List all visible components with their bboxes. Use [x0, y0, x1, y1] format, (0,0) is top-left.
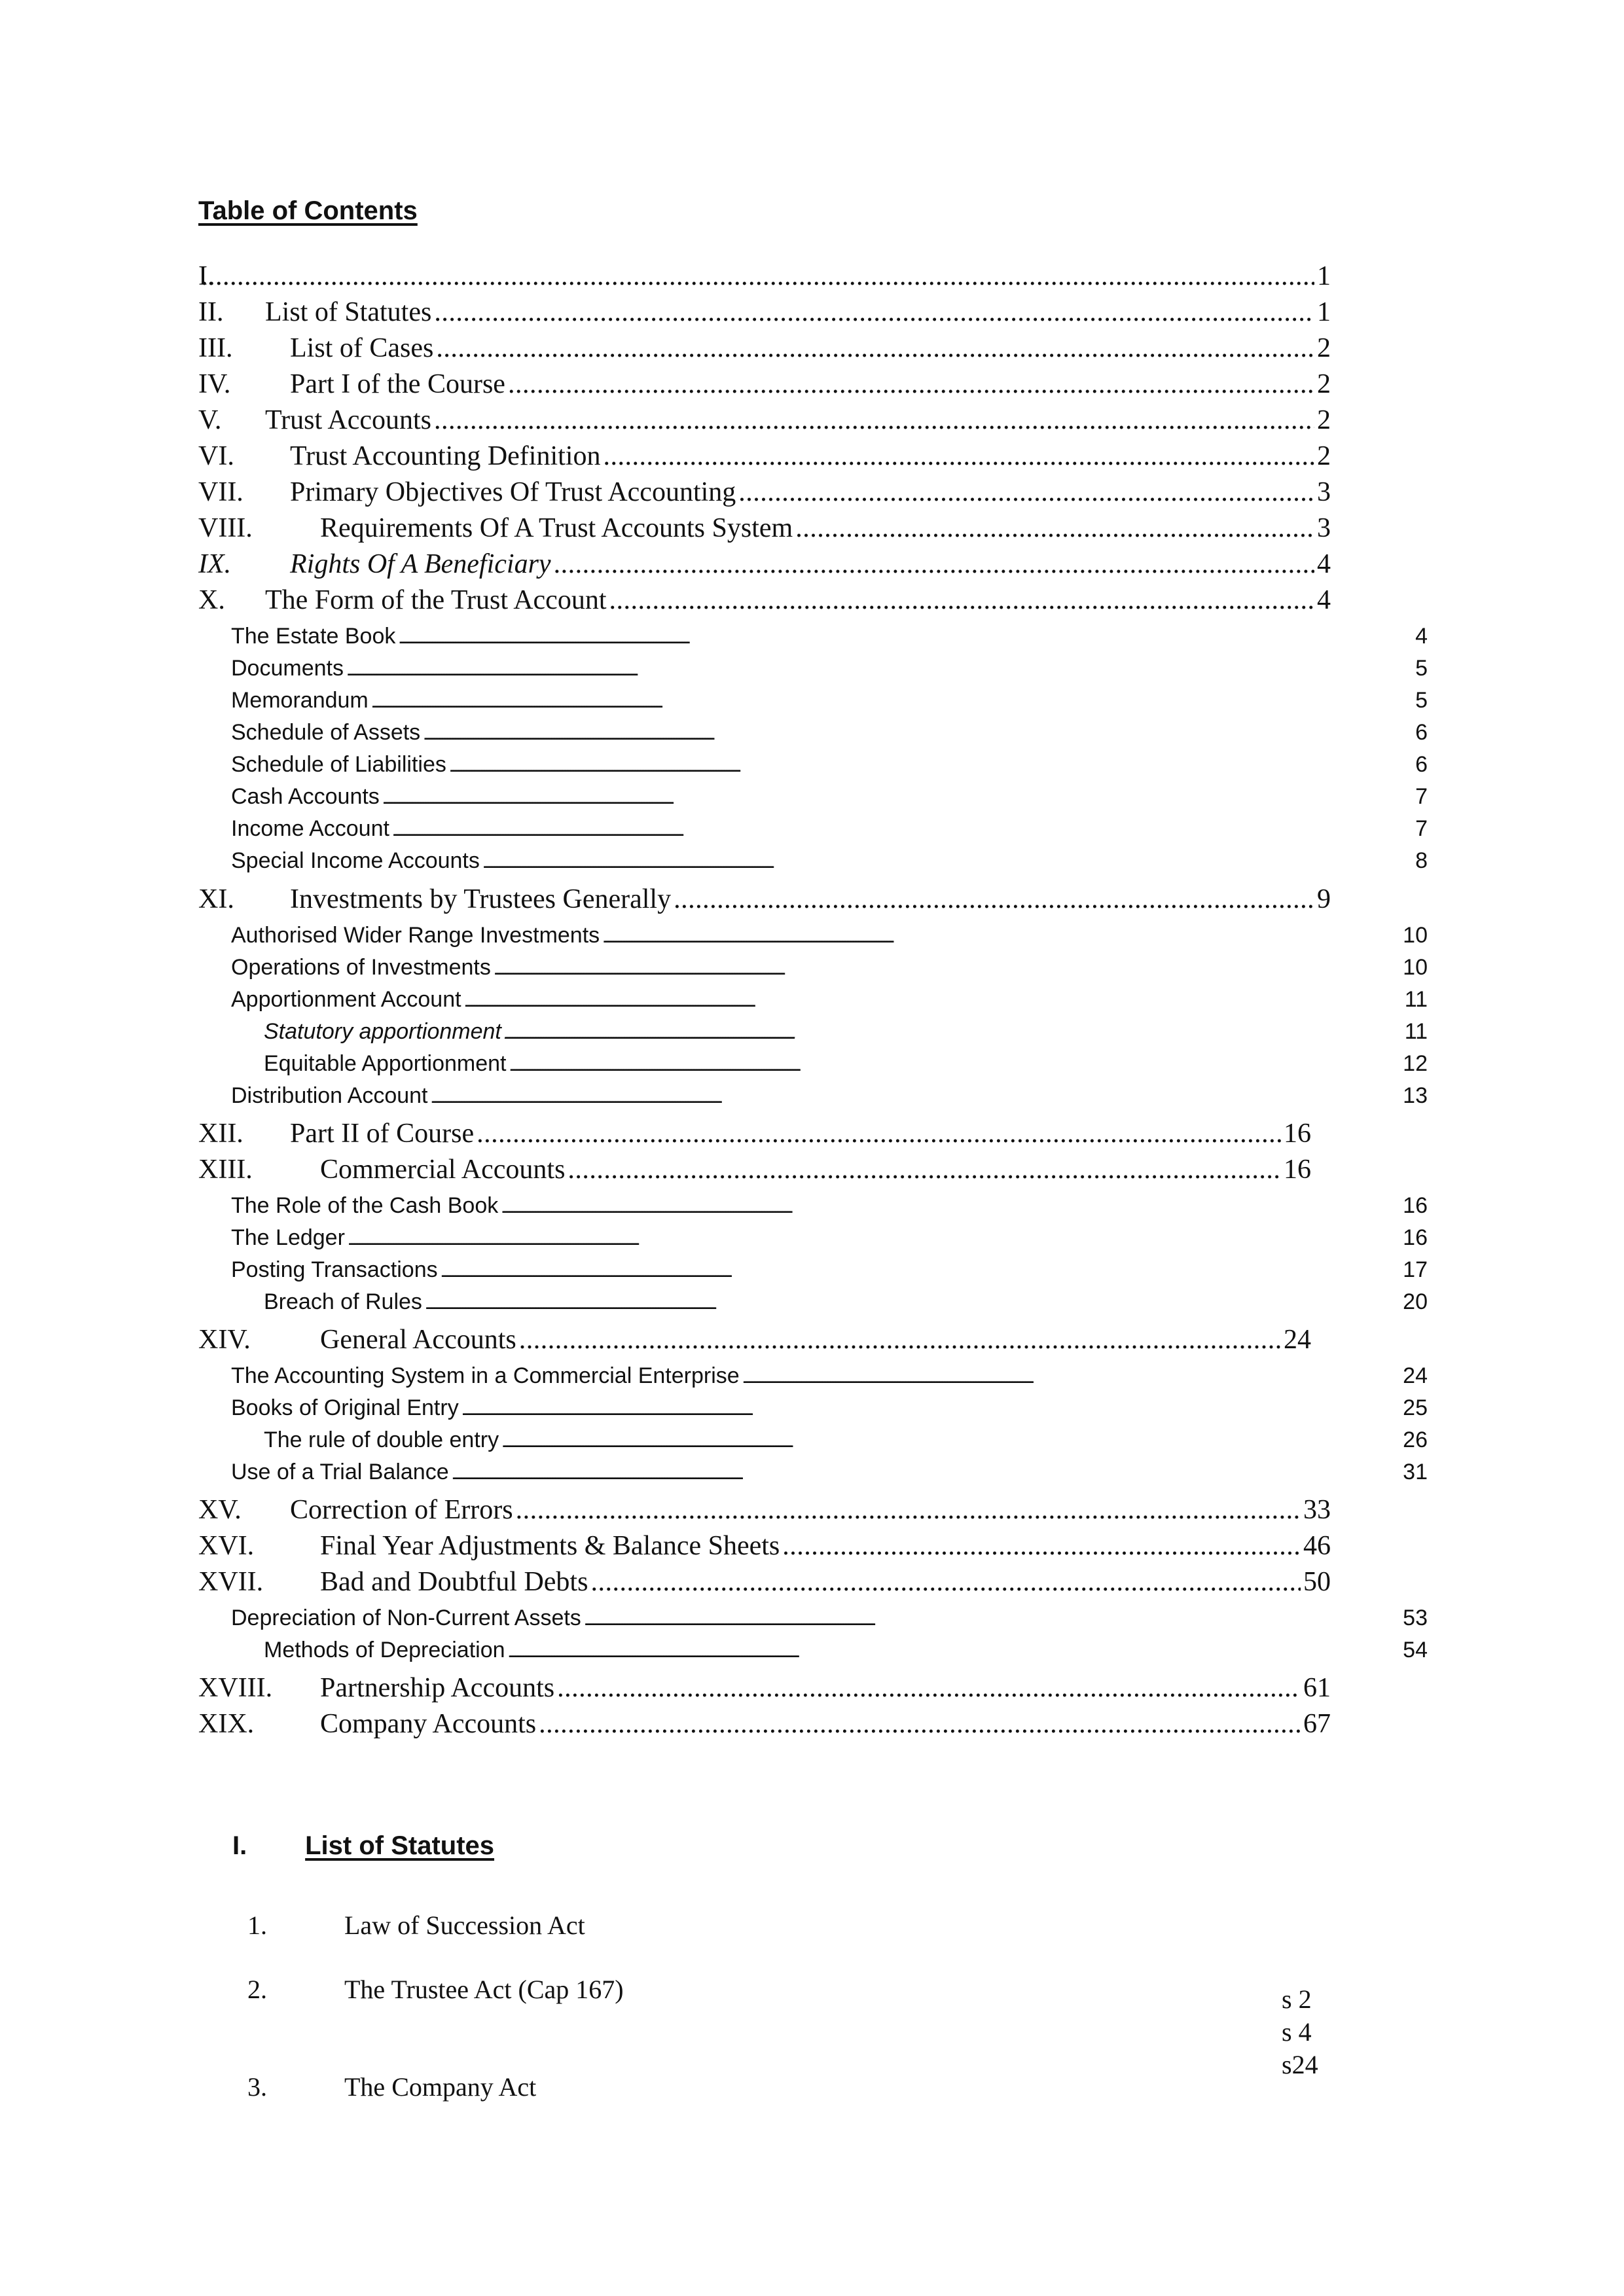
toc-subentry[interactable]	[231, 1460, 1428, 1490]
toc-entry-title: Apportionment Account	[231, 987, 461, 1012]
toc-entry-page: 50	[1303, 1567, 1331, 1597]
toc-entry-page: 46	[1303, 1531, 1331, 1561]
dot-leader	[557, 1672, 1301, 1704]
statute-section: s24	[1282, 2050, 1318, 2079]
toc-entry-number: XIV.	[198, 1325, 251, 1355]
toc-entry-page: 5	[1415, 656, 1428, 681]
statute-title: Law of Succession Act	[344, 1910, 585, 1940]
dot-leader	[603, 440, 1314, 472]
dot-leader	[742, 1363, 1401, 1389]
dot-leader	[461, 1395, 1400, 1421]
statute-number: 3.	[247, 2072, 267, 2102]
toc-entry-title: The Form of the Trust Account	[265, 585, 607, 615]
toc-entry-page: 11	[1404, 987, 1428, 1012]
toc-entry-title: Equitable Apportionment	[264, 1051, 507, 1076]
dot-leader	[382, 784, 1413, 810]
toc-entry-page: 16	[1403, 1225, 1428, 1250]
toc-entry-page: 25	[1403, 1395, 1428, 1420]
toc-entry-number: IX.	[198, 549, 232, 579]
toc-entry-number: VII.	[198, 477, 244, 507]
toc-entry[interactable]	[198, 1118, 1311, 1152]
toc-entry-title: General Accounts	[320, 1325, 516, 1355]
dot-leader	[501, 1427, 1400, 1453]
toc-entry-number: V.	[198, 405, 222, 435]
statute-item	[247, 1910, 1295, 1943]
toc-entry-page: 17	[1403, 1257, 1428, 1282]
toc-entry-page: 31	[1403, 1460, 1428, 1484]
toc-entry-title: Bad and Doubtful Debts	[320, 1567, 588, 1597]
toc-entry-number: XV.	[198, 1495, 242, 1525]
toc-entry-page: 2	[1317, 441, 1331, 471]
toc-subentry[interactable]	[264, 1019, 1428, 1049]
toc-entry[interactable]	[198, 368, 1331, 403]
statute-number: 1.	[247, 1910, 267, 1940]
dot-leader	[568, 1154, 1281, 1185]
statute-section: s 2	[1282, 1984, 1312, 2014]
toc-entry-title: Trust Accounting Definition	[290, 441, 601, 471]
toc-entry-title: Special Income Accounts	[231, 848, 480, 873]
toc-entry-title: Rights Of A Beneficiary	[290, 549, 551, 579]
toc-entry-number: XI.	[198, 884, 234, 914]
toc-subentry[interactable]	[231, 656, 1428, 686]
toc-entry-page: 16	[1403, 1193, 1428, 1218]
toc-entry-title: Methods of Depreciation	[264, 1638, 505, 1662]
statute-section: s 4	[1282, 2017, 1312, 2047]
dot-leader	[449, 752, 1413, 778]
dot-leader	[434, 404, 1314, 436]
dot-leader	[431, 1083, 1401, 1109]
toc-entry-page: 6	[1415, 752, 1428, 777]
dot-leader	[346, 656, 1413, 681]
toc-entry[interactable]	[198, 548, 1331, 583]
dot-leader	[425, 1289, 1400, 1315]
toc-subentry[interactable]	[264, 1638, 1428, 1668]
toc-heading: Table of Contents	[198, 196, 418, 225]
toc-entry-title: The Role of the Cash Book	[231, 1193, 499, 1218]
dot-leader	[516, 1494, 1301, 1526]
toc-entry[interactable]	[198, 1154, 1311, 1188]
dot-leader	[602, 923, 1400, 948]
toc-entry-title: Company Accounts	[320, 1709, 537, 1739]
toc-subentry[interactable]	[231, 923, 1428, 953]
toc-entry-page: 2	[1317, 369, 1331, 399]
dot-leader	[539, 1708, 1301, 1740]
toc-entry-title: Books of Original Entry	[231, 1395, 459, 1420]
toc-entry-title: Commercial Accounts	[320, 1155, 566, 1185]
dot-leader	[477, 1118, 1281, 1149]
toc-subentry[interactable]	[231, 955, 1428, 985]
toc-entry-page: 26	[1403, 1427, 1428, 1452]
toc-entry-number: VI.	[198, 441, 234, 471]
dot-leader	[504, 1019, 1402, 1045]
toc-entry-page: 13	[1403, 1083, 1428, 1108]
toc-entry-title: Trust Accounts	[265, 405, 431, 435]
dot-leader	[371, 688, 1413, 713]
toc-entry-title: Operations of Investments	[231, 955, 491, 980]
toc-entry-number: VIII.	[198, 513, 253, 543]
toc-entry-title: Requirements Of A Trust Accounts System	[320, 513, 793, 543]
dot-leader	[554, 548, 1314, 580]
toc-entry[interactable]	[198, 296, 1331, 331]
toc-entry-title: Correction of Errors	[290, 1495, 513, 1525]
toc-entry[interactable]	[198, 1672, 1331, 1706]
toc-entry-page: 7	[1415, 784, 1428, 809]
dot-leader	[782, 1530, 1301, 1562]
toc-subentry[interactable]	[231, 1605, 1428, 1636]
toc-entry-title: Posting Transactions	[231, 1257, 438, 1282]
toc-entry-number: XVIII.	[198, 1673, 273, 1703]
toc-entry[interactable]	[198, 584, 1331, 619]
toc-entry[interactable]	[198, 1494, 1331, 1528]
dot-leader	[508, 1638, 1401, 1663]
dot-leader	[674, 884, 1314, 915]
toc-entry-title: The Ledger	[231, 1225, 345, 1250]
toc-entry-title: Memorandum	[231, 688, 369, 713]
toc-subentry[interactable]	[231, 1083, 1428, 1113]
toc-entry[interactable]	[198, 404, 1331, 439]
dot-leader	[201, 260, 1314, 292]
toc-entry-title: Primary Objectives Of Trust Accounting	[290, 477, 736, 507]
toc-entry-title: The rule of double entry	[264, 1427, 499, 1452]
toc-entry-title: Partnership Accounts	[320, 1673, 555, 1703]
toc-entry-page: 12	[1403, 1051, 1428, 1076]
statute-number: 2.	[247, 1975, 267, 2004]
toc-subentry[interactable]	[231, 624, 1428, 654]
dot-leader	[436, 332, 1314, 364]
toc-entry[interactable]	[198, 1708, 1331, 1742]
statute-item	[247, 1974, 1295, 2007]
toc-entry-page: 2	[1317, 405, 1331, 435]
dot-leader	[392, 816, 1413, 842]
toc-entry-page: 1	[1317, 261, 1331, 291]
toc-entry-title: Final Year Adjustments & Balance Sheets	[320, 1531, 780, 1561]
toc-entry-title: Part II of Course	[290, 1119, 475, 1149]
dot-leader	[508, 368, 1314, 400]
dot-leader	[398, 624, 1413, 649]
toc-entry-title: Breach of Rules	[264, 1289, 422, 1314]
toc-entry-title: Income Account	[231, 816, 389, 841]
toc-entry-title: Use of a Trial Balance	[231, 1460, 449, 1484]
toc-entry[interactable]	[198, 1566, 1331, 1600]
toc-entry-page: 3	[1317, 477, 1331, 507]
toc-entry-number: II.	[198, 297, 224, 327]
toc-entry[interactable]: I. . . . 1	[198, 260, 1331, 295]
toc-entry-page: 10	[1403, 923, 1428, 948]
toc-entry-page: 10	[1403, 955, 1428, 980]
toc-entry-page: 6	[1415, 720, 1428, 745]
statute-title: The Company Act	[344, 2072, 537, 2102]
dot-leader	[609, 584, 1315, 616]
dot-leader	[482, 848, 1413, 874]
toc-entry-title: Cash Accounts	[231, 784, 380, 809]
toc-entry-title: Distribution Account	[231, 1083, 428, 1108]
toc-entry-page: 67	[1303, 1709, 1331, 1739]
toc-entry-title: The Estate Book	[231, 624, 396, 649]
statutes-heading	[232, 1831, 494, 1861]
dot-leader	[519, 1324, 1281, 1355]
toc-entry-page: 4	[1317, 549, 1331, 579]
toc-subentry[interactable]	[231, 1193, 1428, 1223]
dot-leader	[464, 987, 1402, 1013]
toc-entry-page: 33	[1303, 1495, 1331, 1525]
section-title: List of Statutes	[305, 1831, 495, 1860]
toc-subentry[interactable]	[231, 720, 1428, 750]
toc-entry-number: XVII.	[198, 1567, 264, 1597]
dot-leader	[494, 955, 1400, 980]
toc-entry-title: Statutory apportionment	[264, 1019, 501, 1044]
toc-entry[interactable]	[198, 884, 1331, 918]
toc-subentry[interactable]	[231, 987, 1428, 1017]
toc-entry[interactable]	[198, 1530, 1331, 1564]
toc-entry-page: 3	[1317, 513, 1331, 543]
toc-entry-page: 20	[1403, 1289, 1428, 1314]
dot-leader	[423, 720, 1413, 745]
toc-entry-title: Investments by Trustees Generally	[290, 884, 672, 914]
toc-subentry[interactable]	[264, 1289, 1428, 1319]
toc-entry-page: 53	[1403, 1605, 1428, 1630]
dot-leader	[452, 1460, 1401, 1485]
toc-subentry[interactable]	[231, 688, 1428, 718]
toc-entry-page: 5	[1415, 688, 1428, 713]
toc-entry[interactable]	[198, 476, 1331, 511]
dot-leader	[584, 1605, 1400, 1631]
toc-subentry[interactable]	[231, 1225, 1428, 1255]
toc-entry-page: 24	[1403, 1363, 1428, 1388]
dot-leader	[501, 1193, 1400, 1219]
toc-entry-page: 9	[1317, 884, 1331, 914]
toc-entry-page: 2	[1317, 333, 1331, 363]
toc-entry-page: 1	[1317, 297, 1331, 327]
dot-leader	[434, 296, 1314, 328]
toc-entry-page: 7	[1415, 816, 1428, 841]
toc-entry-page: 24	[1284, 1325, 1311, 1355]
dot-leader	[441, 1257, 1401, 1283]
dot-leader	[348, 1225, 1400, 1251]
section-number: I.	[232, 1831, 247, 1860]
toc-entry-page: 54	[1403, 1638, 1428, 1662]
toc-entry[interactable]	[198, 332, 1331, 367]
toc-entry-title: Depreciation of Non-Current Assets	[231, 1605, 581, 1630]
toc-entry-title: Authorised Wider Range Investments	[231, 923, 600, 948]
toc-entry[interactable]	[198, 440, 1331, 475]
toc-entry-number: X.	[198, 585, 225, 615]
toc-entry-page: 11	[1404, 1019, 1428, 1044]
toc-entry-page: 61	[1303, 1673, 1331, 1703]
toc-entry-number: XIX.	[198, 1709, 255, 1739]
toc-entry-page: 16	[1284, 1119, 1311, 1149]
toc-subentry[interactable]	[231, 1363, 1428, 1393]
toc-entry-title: List of Cases	[290, 333, 434, 363]
toc-entry-title: Schedule of Assets	[231, 720, 421, 745]
toc-subentry[interactable]	[231, 1395, 1428, 1426]
toc-subentry[interactable]	[264, 1051, 1428, 1081]
dot-leader	[795, 512, 1314, 544]
dot-leader	[738, 476, 1314, 508]
toc-entry-title: The Accounting System in a Commercial Enterprise	[231, 1363, 740, 1388]
toc-entry-title: Part I of the Course	[290, 369, 505, 399]
toc-subentry[interactable]	[231, 1257, 1428, 1287]
toc-entry-page: 8	[1415, 848, 1428, 873]
toc-entry-title: Schedule of Liabilities	[231, 752, 446, 777]
dot-leader	[509, 1051, 1400, 1077]
toc-entry-page: 4	[1415, 624, 1428, 649]
toc-subentry[interactable]	[231, 752, 1428, 782]
toc-entry-number: XVI.	[198, 1531, 255, 1561]
toc-entry[interactable]	[198, 512, 1331, 547]
toc-entry-number: XIII.	[198, 1155, 253, 1185]
toc-subentry[interactable]	[231, 784, 1428, 814]
toc-entry-title: Documents	[231, 656, 344, 681]
toc-entry-title: List of Statutes	[265, 297, 432, 327]
toc-entry-number: III.	[198, 333, 233, 363]
toc-subentry[interactable]	[264, 1427, 1428, 1458]
toc-entry-page: 4	[1317, 585, 1331, 615]
toc-entry[interactable]	[198, 1324, 1311, 1358]
statute-title: The Trustee Act (Cap 167)	[344, 1975, 624, 2004]
toc-subentry[interactable]	[231, 848, 1428, 878]
toc-subentry[interactable]	[231, 816, 1428, 846]
statute-item	[247, 2072, 1295, 2104]
dot-leader	[590, 1566, 1301, 1598]
toc-entry-page: 16	[1284, 1155, 1311, 1185]
toc-entry-number: IV.	[198, 369, 231, 399]
toc-entry-number: XII.	[198, 1119, 244, 1149]
statute-sections	[1282, 1983, 1318, 2081]
